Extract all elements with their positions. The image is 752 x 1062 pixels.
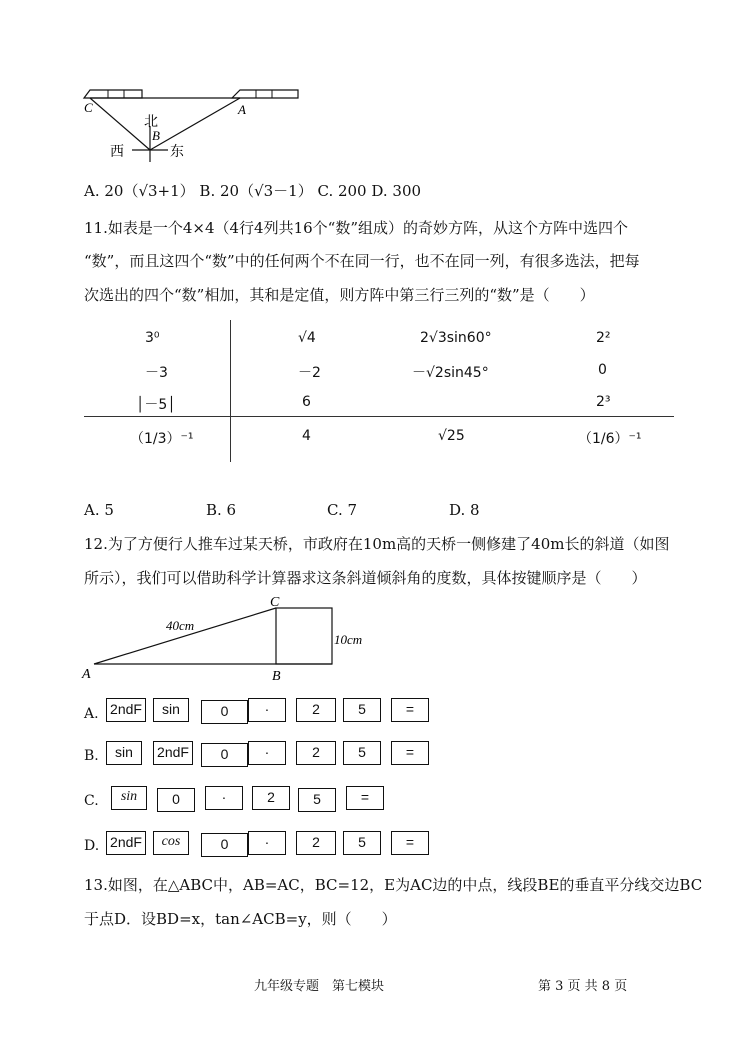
key-b-2: 2ndF bbox=[153, 741, 193, 765]
key-c-5: 5 bbox=[298, 788, 336, 812]
key-d-2: cos bbox=[153, 831, 189, 855]
cell-r2c3: －√2sin45° bbox=[412, 365, 489, 381]
key-b-7: = bbox=[391, 741, 429, 765]
cell-r4c4: （1/6）⁻¹ bbox=[578, 431, 642, 447]
table-vertical-rule bbox=[230, 320, 231, 462]
q13-line-1: 13.如图，在△ABC中，AB=AC，BC=12，E为AC边的中点，线段BE的垂直平分线交边BC bbox=[84, 876, 703, 894]
key-d-5: 2 bbox=[296, 831, 336, 855]
q12-option-a-label: A. bbox=[84, 706, 99, 722]
north-label: 北 bbox=[144, 115, 158, 130]
key-d-1: 2ndF bbox=[106, 831, 146, 855]
cell-r4c3: √25 bbox=[438, 428, 465, 444]
cell-r4c2: 4 bbox=[302, 428, 311, 444]
key-d-4: · bbox=[248, 831, 286, 855]
key-a-4: · bbox=[248, 698, 286, 722]
key-c-4: 2 bbox=[252, 786, 290, 810]
cell-r3c2: 6 bbox=[302, 394, 311, 410]
cell-r3c4: 2³ bbox=[596, 394, 611, 410]
table-horizontal-rule bbox=[84, 416, 674, 417]
key-d-6: 5 bbox=[343, 831, 381, 855]
key-b-3: 0 bbox=[201, 743, 248, 767]
key-a-1: 2ndF bbox=[106, 698, 146, 722]
q12-line-1: 12.为了方便行人推车过某天桥，市政府在10m高的天桥一侧修建了40m长的斜道（如图 bbox=[84, 535, 670, 553]
cell-r4c1: （1/3）⁻¹ bbox=[130, 431, 194, 447]
q11-option-b: B. 6 bbox=[206, 501, 237, 519]
ramp-figure bbox=[80, 594, 380, 684]
key-a-5: 2 bbox=[296, 698, 336, 722]
point-b-label: B bbox=[152, 128, 160, 143]
bridge-compass-figure bbox=[80, 82, 320, 162]
cell-r1c4: 2² bbox=[596, 330, 611, 346]
q11-option-a: A. 5 bbox=[84, 501, 114, 519]
key-a-6: 5 bbox=[343, 698, 381, 722]
footer-page-number: 第 3 页 共 8 页 bbox=[538, 979, 628, 994]
key-a-7: = bbox=[391, 698, 429, 722]
key-c-6: = bbox=[346, 786, 384, 810]
key-a-2: sin bbox=[153, 698, 189, 722]
q12-line-2: 所示），我们可以借助科学计算器求这条斜道倾斜角的度数，具体按键顺序是（ ） bbox=[84, 569, 647, 587]
key-b-5: 2 bbox=[296, 741, 336, 765]
q11-line-2: “数”，而且这四个“数”中的任何两个不在同一行，也不在同一列，有很多选法，把每 bbox=[84, 252, 640, 270]
point-c-label: C bbox=[84, 100, 93, 115]
cell-r2c2: －2 bbox=[298, 365, 321, 381]
key-d-7: = bbox=[391, 831, 429, 855]
east-label: 东 bbox=[170, 145, 184, 160]
q13-line-2: 于点D．设BD=x，tan∠ACB=y，则（ ） bbox=[84, 910, 397, 928]
cell-r2c4: 0 bbox=[598, 362, 607, 378]
ramp-point-b: B bbox=[272, 669, 281, 684]
key-d-3: 0 bbox=[201, 833, 248, 857]
key-c-1: sin bbox=[111, 786, 147, 810]
q11-option-d: D. 8 bbox=[449, 501, 480, 519]
key-c-2: 0 bbox=[157, 788, 195, 812]
q11-option-c: C. 7 bbox=[327, 501, 358, 519]
q10-options: A. 20（√3+1） B. 20（√3－1） C. 200 D. 300 bbox=[84, 182, 422, 200]
q12-option-d-label: D. bbox=[84, 838, 100, 854]
key-b-4: · bbox=[248, 741, 286, 765]
q12-option-c-label: C. bbox=[84, 793, 99, 809]
key-c-3: · bbox=[205, 786, 243, 810]
footer-module: 九年级专题 第七模块 bbox=[254, 979, 385, 994]
ramp-point-c: C bbox=[270, 595, 280, 610]
cell-r3c1: │－5│ bbox=[136, 397, 176, 413]
west-label: 西 bbox=[110, 145, 124, 160]
cell-r1c3: 2√3sin60° bbox=[420, 330, 492, 346]
cell-r1c1: 3⁰ bbox=[145, 330, 160, 346]
ramp-height-label: 10cm bbox=[334, 632, 363, 647]
key-b-6: 5 bbox=[343, 741, 381, 765]
ramp-hyp-label: 40cm bbox=[166, 618, 195, 633]
q12-option-b-label: B. bbox=[84, 748, 99, 764]
cell-r2c1: －3 bbox=[145, 365, 168, 381]
point-a-label: A bbox=[238, 102, 246, 117]
q11-line-1: 11.如表是一个4×4（4行4列共16个“数”组成）的奇妙方阵，从这个方阵中选四个 bbox=[84, 219, 629, 237]
ramp-point-a: A bbox=[82, 667, 91, 682]
key-b-1: sin bbox=[106, 741, 142, 765]
cell-r1c2: √4 bbox=[298, 330, 316, 346]
key-a-3: 0 bbox=[201, 700, 248, 724]
q11-line-3: 次选出的四个“数”相加，其和是定值，则方阵中第三行三列的“数”是（ ） bbox=[84, 286, 595, 304]
